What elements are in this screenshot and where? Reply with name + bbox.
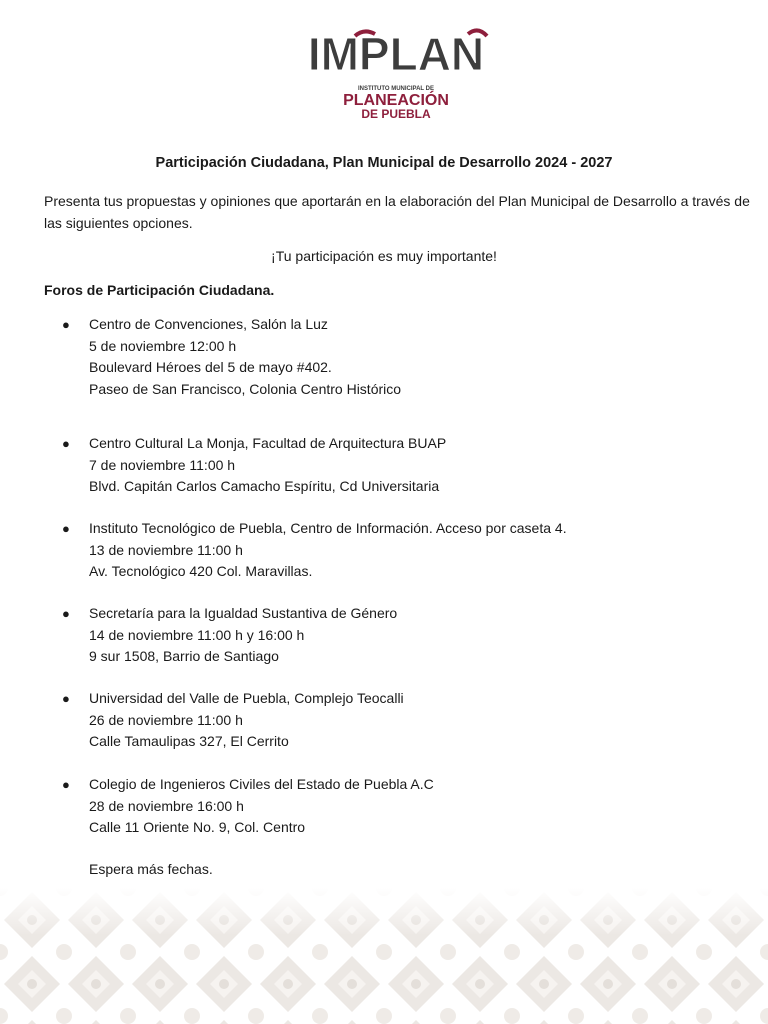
section-title: Foros de Participación Ciudadana. <box>44 282 275 298</box>
bullet-icon: ● <box>62 606 70 621</box>
event-date: 26 de noviembre 11:00 h <box>89 711 243 728</box>
event-venue: Centro Cultural La Monja, Facultad de Arquitectura BUAP <box>89 435 447 451</box>
event-date: 14 de noviembre 11:00 h y 16:00 h <box>89 626 305 643</box>
logo-main-text: IMPLAN <box>307 28 485 80</box>
intro-paragraph: Presenta tus propuestas y opiniones que aportarán en la elaboración del Plan Municipal de Desarrollo a través de las siguientes opciones. <box>44 193 750 231</box>
logo-sub-text: INSTITUTO MUNICIPAL DE <box>357 86 435 92</box>
bullet-icon: ● <box>62 436 70 451</box>
event-address: Blvd. Capitán Carlos Camacho Espíritu, Cd Universitaria <box>89 478 440 494</box>
event-address: Calle Tamaulipas 327, El Cerrito <box>89 733 289 749</box>
bullet-icon: ● <box>62 691 70 706</box>
more-dates-note: Espera más fechas. <box>89 861 213 877</box>
event-date: 13 de noviembre 11:00 h <box>89 541 243 558</box>
event-address: Boulevard Héroes del 5 de mayo #402. <box>89 359 332 375</box>
document-title: Participación Ciudadana, Plan Municipal de Desarrollo 2024 - 2027 <box>155 155 613 171</box>
event-venue: Colegio de Ingenieros Civiles del Estado de Puebla A.C <box>89 776 434 792</box>
bullet-icon: ● <box>62 777 70 792</box>
event-address: Av. Tecnológico 420 Col. Maravillas. <box>89 563 313 579</box>
event-date: 7 de noviembre 11:00 h <box>89 456 236 473</box>
logo-line1-text: PLANEACIÓN <box>343 92 449 109</box>
event-venue: Universidad del Valle de Puebla, Complejo Teocalli <box>89 690 404 706</box>
bullet-icon: ● <box>62 521 70 536</box>
event-address: Paseo de San Francisco, Colonia Centro Histórico <box>89 380 402 397</box>
event-address: 9 sur 1508, Barrio de Santiago <box>89 648 279 664</box>
event-address: Calle 11 Oriente No. 9, Col. Centro <box>89 819 306 835</box>
decorative-pattern <box>0 888 768 1024</box>
event-venue: Centro de Convenciones, Salón la Luz <box>89 316 328 332</box>
event-venue: Instituto Tecnológico de Puebla, Centro de Información. Acceso por caseta 4. <box>89 520 567 536</box>
event-venue: Secretaría para la Igualdad Sustantiva de Género <box>89 605 398 621</box>
event-date: 5 de noviembre 12:00 h <box>89 337 237 354</box>
event-date: 28 de noviembre 16:00 h <box>89 797 244 814</box>
emphasis-text: ¡Tu participación es muy importante! <box>271 248 497 264</box>
bullet-icon: ● <box>62 317 70 332</box>
logo-line2-text: DE PUEBLA <box>361 107 431 121</box>
